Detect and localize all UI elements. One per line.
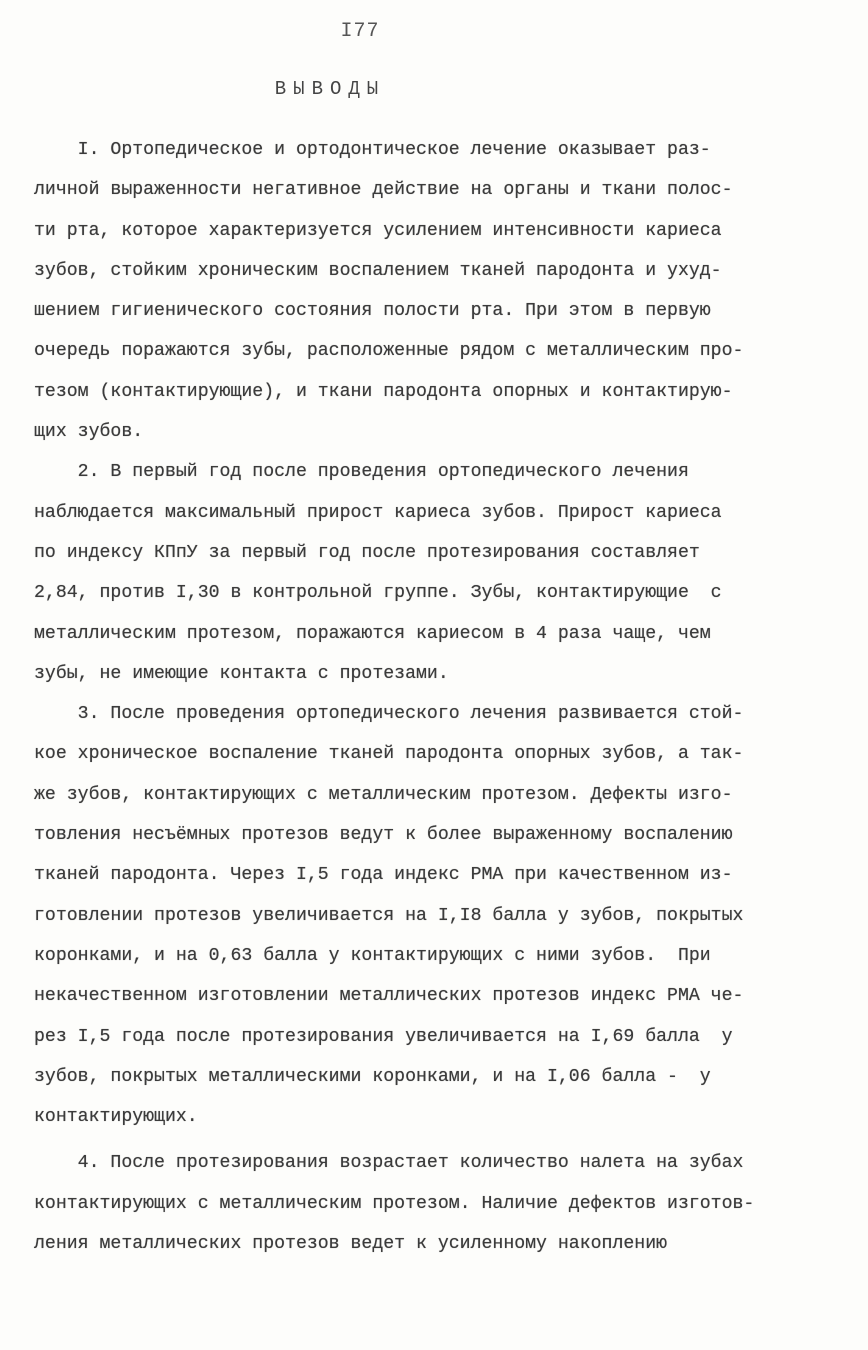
- text-line: 2,84, против I,30 в контрольной группе. Зубы, контактирующие с: [34, 583, 722, 604]
- paragraph-3: [34, 694, 834, 1137]
- text-line: 2. В первый год после проведения ортопедического лечения: [34, 462, 689, 483]
- paragraph-2: [34, 452, 834, 694]
- text-line: товления несъёмных протезов ведут к более выраженному воспалению: [34, 825, 733, 846]
- body-text: [34, 130, 834, 1264]
- text-line: зубов, стойким хроническим воспалением тканей пародонта и ухуд-: [34, 260, 722, 281]
- text-line: некачественном изготовлении металлических протезов индекс РМА че-: [34, 986, 744, 1007]
- text-line: очередь поражаются зубы, расположенные рядом с металлическим про-: [34, 341, 744, 362]
- text-line: тезом (контактирующие), и ткани пародонта опорных и контактирую-: [34, 381, 733, 402]
- text-line: коронками, и на 0,63 балла у контактирующих с ними зубов. При: [34, 945, 711, 966]
- text-line: личной выраженности негативное действие на органы и ткани полос-: [34, 180, 733, 201]
- text-line: контактирующих.: [34, 1107, 198, 1128]
- text-line: ти рта, которое характеризуется усилением интенсивности кариеса: [34, 220, 722, 241]
- paragraph-4: [34, 1143, 834, 1264]
- text-line: щих зубов.: [34, 422, 144, 443]
- paragraph-1: [34, 130, 834, 452]
- text-line: шением гигиенического состояния полости рта. При этом в первую: [34, 301, 711, 322]
- text-line: рез I,5 года после протезирования увеличивается на I,69 балла у: [34, 1026, 733, 1047]
- text-line: ления металлических протезов ведет к усиленному накоплению: [34, 1234, 668, 1255]
- text-line: 4. После протезирования возрастает количество налета на зубах: [34, 1153, 744, 1174]
- text-line: I. Ортопедическое и ортодонтическое лечение оказывает раз-: [34, 140, 711, 160]
- text-line: же зубов, контактирующих с металлическим протезом. Дефекты изго-: [34, 784, 733, 805]
- text-line: кое хроническое воспаление тканей пародонта опорных зубов, а так-: [34, 744, 744, 765]
- section-heading: ВЫВОДЫ: [274, 78, 386, 100]
- page-number: I77: [340, 20, 380, 43]
- text-line: зубы, не имеющие контакта с протезами.: [34, 663, 449, 684]
- text-line: наблюдается максимальный прирост кариеса зубов. Прирост кариеса: [34, 502, 722, 523]
- text-line: 3. После проведения ортопедического лечения развивается стой-: [34, 704, 744, 725]
- text-line: металлическим протезом, поражаются кариесом в 4 раза чаще, чем: [34, 623, 711, 644]
- text-line: по индексу КПпУ за первый год после протезирования составляет: [34, 542, 700, 563]
- text-line: тканей пародонта. Через I,5 года индекс РМА при качественном из-: [34, 865, 733, 886]
- text-line: зубов, покрытых металлическими коронками, и на I,06 балла - у: [34, 1066, 711, 1087]
- text-line: готовлении протезов увеличивается на I,I8 балла у зубов, покрытых: [34, 905, 744, 926]
- text-line: контактирующих с металлическим протезом. Наличие дефектов изготов-: [34, 1193, 755, 1214]
